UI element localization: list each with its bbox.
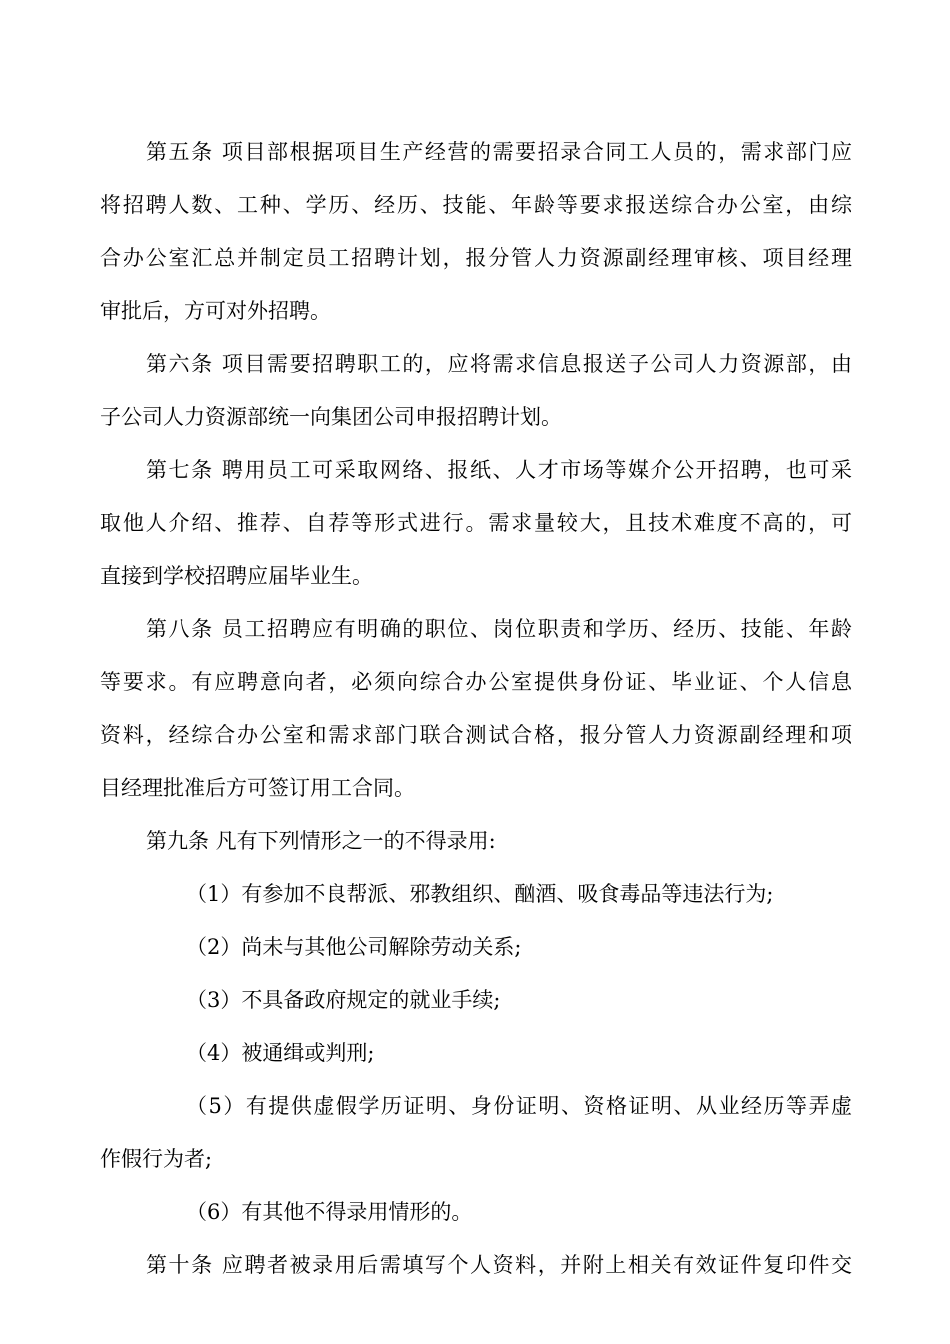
list-item: （5）有提供虚假学历证明、身份证明、资格证明、从业经历等弄虚: [186, 1094, 852, 1118]
list-item: （4）被通缉或判刑;: [186, 1041, 375, 1065]
text-line: 合办公室汇总并制定员工招聘计划，报分管人力资源副经理审核、项目经理: [100, 246, 852, 270]
text-line: 第五条 项目部根据项目生产经营的需要招录合同工人员的，需求部门应: [146, 140, 852, 164]
list-item: （3）不具备政府规定的就业手续;: [186, 988, 501, 1012]
text-line: 第六条 项目需要招聘职工的，应将需求信息报送子公司人力资源部，由: [146, 352, 852, 376]
text-line: 将招聘人数、工种、学历、经历、技能、年龄等要求报送综合办公室，由综: [100, 193, 852, 217]
text-line: 审批后，方可对外招聘。: [100, 299, 331, 323]
list-item: （6）有其他不得录用情形的。: [186, 1200, 473, 1224]
document-page: [100, 126, 852, 1292]
text-line: 第八条 员工招聘应有明确的职位、岗位职责和学历、经历、技能、年龄: [146, 617, 852, 641]
list-item: （1）有参加不良帮派、邪教组织、酗酒、吸食毒品等违法行为;: [186, 882, 774, 906]
text-line: 目经理批准后方可签订用工合同。: [100, 776, 415, 800]
text-line: 作假行为者;: [100, 1147, 213, 1171]
text-line: 第十条 应聘者被录用后需填写个人资料，并附上相关有效证件复印件交: [146, 1253, 852, 1277]
text-line: 取他人介绍、推荐、自荐等形式进行。需求量较大，且技术难度不高的，可: [100, 511, 852, 535]
text-line: 第九条 凡有下列情形之一的不得录用:: [146, 829, 496, 853]
text-line: 子公司人力资源部统一向集团公司申报招聘计划。: [100, 405, 562, 429]
text-line: 直接到学校招聘应届毕业生。: [100, 564, 373, 588]
text-line: 资料，经综合办公室和需求部门联合测试合格，报分管人力资源副经理和项: [100, 723, 852, 747]
text-line: 等要求。有应聘意向者，必须向综合办公室提供身份证、毕业证、个人信息: [100, 670, 852, 694]
text-line: 第七条 聘用员工可采取网络、报纸、人才市场等媒介公开招聘，也可采: [146, 458, 852, 482]
list-item: （2）尚未与其他公司解除劳动关系;: [186, 935, 522, 959]
